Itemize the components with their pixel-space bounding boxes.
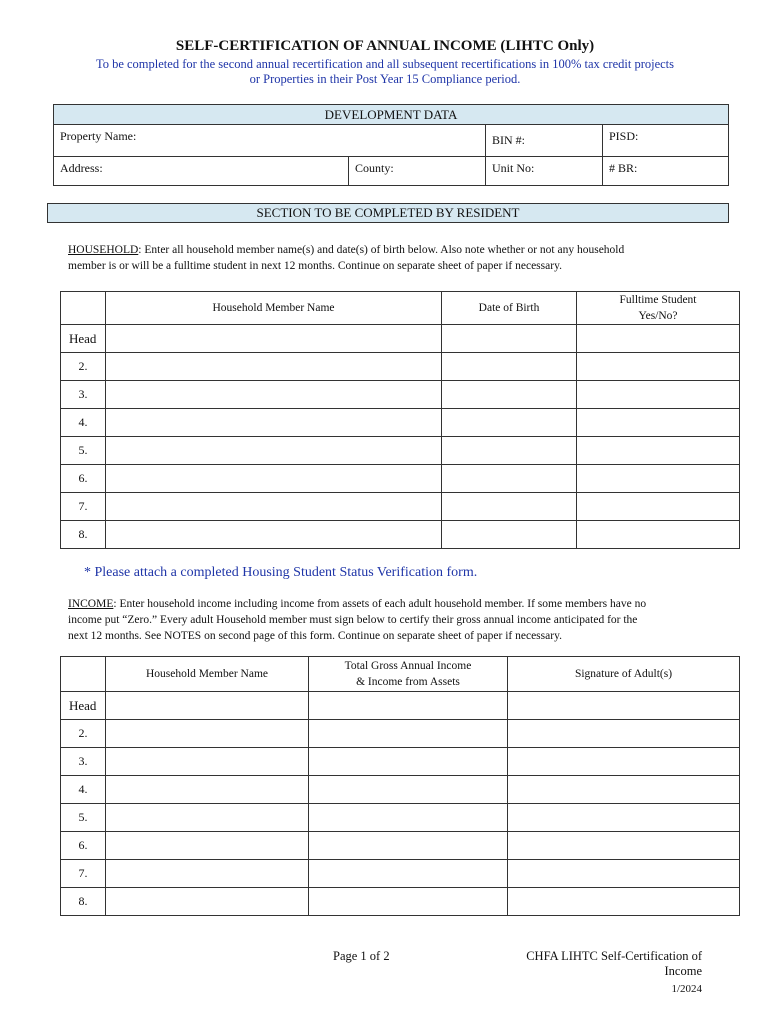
dob-cell[interactable]: [442, 353, 577, 381]
income-cell[interactable]: [309, 888, 508, 916]
row-label: 6.: [61, 465, 106, 493]
row-label: 7.: [61, 860, 106, 888]
resident-section-header: SECTION TO BE COMPLETED BY RESIDENT: [47, 203, 729, 223]
signature-cell[interactable]: [508, 720, 740, 748]
student-cell[interactable]: [577, 409, 740, 437]
row-label: Head: [61, 325, 106, 353]
row-label: 4.: [61, 409, 106, 437]
county-field[interactable]: County:: [349, 157, 486, 185]
col-fulltime-student-line1: Fulltime Student: [619, 294, 697, 306]
form-date: 1/2024: [671, 983, 702, 995]
income-table: [60, 656, 740, 916]
bin-field[interactable]: BIN #:: [486, 125, 603, 156]
dob-cell[interactable]: [442, 521, 577, 549]
row-label: 2.: [61, 353, 106, 381]
col-gross-income: [309, 657, 508, 692]
signature-cell[interactable]: [508, 832, 740, 860]
dob-cell[interactable]: [442, 381, 577, 409]
development-data-header: DEVELOPMENT DATA: [54, 105, 728, 125]
row-label: 5.: [61, 804, 106, 832]
dob-cell[interactable]: [442, 409, 577, 437]
subtitle-line-1: To be completed for the second annual recertification and all subsequent recertifications in 100% tax credit projects: [95, 57, 675, 71]
name-cell[interactable]: [106, 832, 309, 860]
form-name-line2: Income: [664, 964, 702, 978]
row-label: 4.: [61, 776, 106, 804]
address-field[interactable]: Address:: [54, 157, 349, 185]
student-cell[interactable]: [577, 353, 740, 381]
income-cell[interactable]: [309, 776, 508, 804]
student-cell[interactable]: [577, 381, 740, 409]
name-cell[interactable]: [106, 521, 442, 549]
dob-cell[interactable]: [442, 325, 577, 353]
form-name-line1: CHFA LIHTC Self-Certification of: [526, 949, 702, 963]
form-name: [470, 949, 702, 979]
br-field[interactable]: # BR:: [609, 161, 638, 175]
row-label: 3.: [61, 748, 106, 776]
col-fulltime-student: [577, 292, 740, 325]
signature-cell[interactable]: [508, 888, 740, 916]
dob-cell[interactable]: [442, 437, 577, 465]
income-text-3: next 12 months. See NOTES on second page of this form. Continue on separate sheet of paper if necessary.: [68, 630, 562, 642]
signature-cell[interactable]: [508, 860, 740, 888]
signature-cell[interactable]: [508, 692, 740, 720]
income-label: INCOME: [68, 598, 114, 610]
dob-cell[interactable]: [442, 493, 577, 521]
household-text-2: member is or will be a fulltime student in next 12 months. Continue on separate sheet of paper if necessary.: [68, 260, 562, 272]
student-cell[interactable]: [577, 521, 740, 549]
name-cell[interactable]: [106, 776, 309, 804]
name-cell[interactable]: [106, 888, 309, 916]
student-cell[interactable]: [577, 493, 740, 521]
income-instructions: [68, 596, 748, 644]
name-cell[interactable]: [106, 804, 309, 832]
income-cell[interactable]: [309, 804, 508, 832]
unit-no-field[interactable]: Unit No:: [486, 157, 603, 185]
name-cell[interactable]: [106, 409, 442, 437]
row-label: 3.: [61, 381, 106, 409]
income-cell[interactable]: [309, 860, 508, 888]
col-gross-income-line2: & Income from Assets: [356, 676, 460, 688]
income-cell[interactable]: [309, 692, 508, 720]
name-cell[interactable]: [106, 748, 309, 776]
development-data-box: [53, 104, 729, 186]
row-label: 8.: [61, 888, 106, 916]
name-cell[interactable]: [106, 381, 442, 409]
row-label: 5.: [61, 437, 106, 465]
income-text-2: income put “Zero.” Every adult Household member must sign below to certify their gross annual income anticipated for the: [68, 614, 638, 626]
dob-cell[interactable]: [442, 465, 577, 493]
household-label: HOUSEHOLD: [68, 244, 139, 256]
household-text-1: : Enter all household member name(s) and date(s) of birth below. Also note whether or not any household: [138, 244, 625, 256]
name-cell[interactable]: [106, 860, 309, 888]
property-name-field[interactable]: Property Name:: [54, 125, 486, 156]
student-cell[interactable]: [577, 437, 740, 465]
student-status-note: * Please attach a completed Housing Student Status Verification form.: [84, 565, 478, 580]
col-signature: Signature of Adult(s): [508, 657, 740, 692]
row-label-header: [61, 292, 106, 325]
page-number: Page 1 of 2: [333, 949, 390, 963]
household-instructions: [68, 242, 728, 274]
name-cell[interactable]: [106, 437, 442, 465]
name-cell[interactable]: [106, 692, 309, 720]
name-cell[interactable]: [106, 720, 309, 748]
name-cell[interactable]: [106, 493, 442, 521]
income-text-1: : Enter household income including income from assets of each adult household member. If some members have no: [113, 598, 647, 610]
col-member-name: Household Member Name: [106, 292, 442, 325]
page-title: SELF-CERTIFICATION OF ANNUAL INCOME (LIHTC Only): [175, 38, 595, 54]
name-cell[interactable]: [106, 465, 442, 493]
row-label: 7.: [61, 493, 106, 521]
col-gross-income-line1: Total Gross Annual Income: [344, 660, 472, 672]
signature-cell[interactable]: [508, 804, 740, 832]
subtitle-line-2: or Properties in their Post Year 15 Compliance period.: [249, 72, 521, 86]
signature-cell[interactable]: [508, 776, 740, 804]
row-label: Head: [61, 692, 106, 720]
name-cell[interactable]: [106, 325, 442, 353]
signature-cell[interactable]: [508, 748, 740, 776]
income-cell[interactable]: [309, 720, 508, 748]
student-cell[interactable]: [577, 465, 740, 493]
col-member-name: Household Member Name: [106, 657, 309, 692]
pisd-field[interactable]: PISD:: [609, 129, 639, 143]
student-cell[interactable]: [577, 325, 740, 353]
col-date-of-birth: Date of Birth: [442, 292, 577, 325]
row-label: 2.: [61, 720, 106, 748]
row-label-header: [61, 657, 106, 692]
household-table: [60, 291, 740, 549]
income-cell[interactable]: [309, 748, 508, 776]
name-cell[interactable]: [106, 353, 442, 381]
col-fulltime-student-line2: Yes/No?: [638, 310, 678, 322]
row-label: 6.: [61, 832, 106, 860]
income-cell[interactable]: [309, 832, 508, 860]
row-label: 8.: [61, 521, 106, 549]
